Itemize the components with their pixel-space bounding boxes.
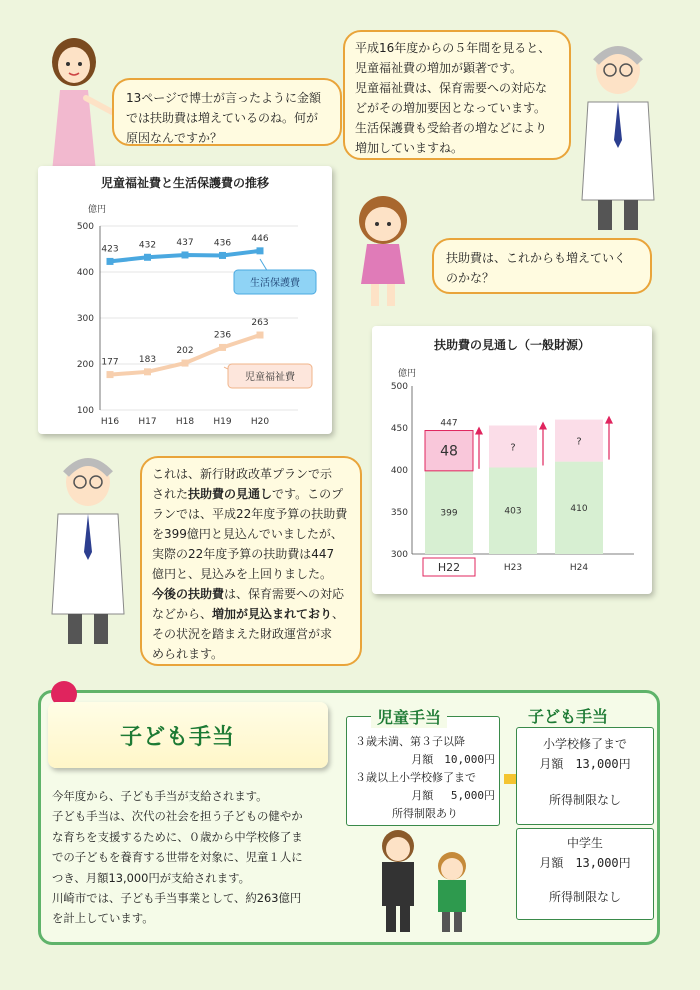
y-tick-label: 500 bbox=[390, 382, 408, 392]
data-point bbox=[257, 332, 264, 339]
detail-line: ３歳以上小学校修了まで bbox=[355, 771, 476, 784]
chart-title: 扶助費の見通し（一般財源） bbox=[433, 338, 590, 352]
base-value-label: 410 bbox=[570, 503, 588, 514]
y-tick-label: 400 bbox=[390, 466, 408, 476]
data-label: 263 bbox=[251, 318, 269, 329]
data-point bbox=[219, 252, 226, 259]
jido-teate-box bbox=[346, 708, 500, 826]
y-tick-label: 300 bbox=[76, 314, 94, 324]
amount-label: 月額 13,000円 bbox=[539, 856, 631, 870]
text-line bbox=[152, 604, 350, 624]
doctor-character-illustration-2 bbox=[40, 450, 140, 650]
base-value-label: 403 bbox=[504, 506, 522, 517]
y-tick-label: 200 bbox=[76, 360, 94, 370]
text-line: 億円と、見込みを上回りました。 bbox=[152, 567, 333, 581]
bold-text: 扶助費の見通し bbox=[188, 487, 273, 501]
data-label: 177 bbox=[101, 357, 119, 368]
x-tick-label: H24 bbox=[569, 563, 589, 573]
data-label: 436 bbox=[213, 238, 232, 249]
data-point bbox=[107, 371, 114, 378]
welfare-chart-panel bbox=[38, 166, 332, 434]
increase-label: ? bbox=[510, 442, 516, 454]
text-span: された bbox=[152, 487, 189, 501]
increase-arrow-head bbox=[605, 416, 613, 424]
bold-text: 今後の扶助費 bbox=[152, 587, 225, 601]
y-tick-label: 450 bbox=[390, 424, 408, 434]
outlook-chart-panel bbox=[372, 326, 652, 594]
legend-label: 児童福祉費 bbox=[245, 372, 295, 383]
increase-label: ? bbox=[576, 436, 582, 448]
increase-arrow-head bbox=[539, 421, 547, 429]
kodomo-teate-box-elementary bbox=[516, 727, 654, 825]
x-tick-label: H22 bbox=[437, 561, 461, 574]
section-title: 子ども手当 bbox=[120, 725, 236, 750]
increase-label: 48 bbox=[440, 443, 458, 460]
text-span: は、保育需要への対応 bbox=[224, 587, 345, 601]
chart-title: 児童福祉費と生活保護費の推移 bbox=[100, 176, 269, 190]
kodomo-teate-box-junior-high bbox=[516, 828, 654, 920]
legend-label: 生活保護費 bbox=[250, 278, 300, 289]
woman-character-illustration bbox=[38, 32, 118, 182]
data-point bbox=[219, 344, 226, 351]
detail-line: 所得制限あり bbox=[392, 807, 458, 820]
x-tick-label: H23 bbox=[503, 563, 523, 573]
child-character-illustration bbox=[345, 192, 425, 312]
text-span: などから、 bbox=[152, 607, 213, 621]
speech-bubble-child bbox=[432, 238, 652, 294]
data-point bbox=[107, 258, 114, 265]
text-line bbox=[152, 584, 350, 604]
data-point bbox=[182, 360, 189, 367]
y-axis-unit: 億円 bbox=[88, 205, 107, 215]
data-point bbox=[182, 251, 189, 258]
speech-bubble-doctor-mid bbox=[140, 456, 362, 666]
text-line: ランでは、平成22年度予算の扶助費 bbox=[152, 507, 348, 521]
detail-line: ３歳未満、第３子以降 bbox=[355, 735, 465, 748]
y-tick-label: 500 bbox=[76, 222, 94, 232]
doctor-character-illustration bbox=[570, 40, 670, 235]
text-span: 、 bbox=[332, 607, 345, 621]
income-limit-label: 所得制限なし bbox=[548, 793, 621, 807]
bar-chart bbox=[372, 326, 652, 594]
bubble-text: 平成16年度からの５年間を見ると、 児童福祉費の増加が顕著です。 児童福祉費は、保育需要への対応な どがその増加要因となっています。 生活保護費も受給者の増などにより 増加していますね。 bbox=[355, 41, 551, 155]
speech-bubble-doctor-top bbox=[343, 30, 571, 160]
detail-line: 月額 5,000円 bbox=[411, 789, 495, 802]
x-tick-label: H17 bbox=[138, 417, 157, 427]
text-line: その状況を踏まえた財政運営が求 bbox=[152, 627, 333, 641]
total-label: 447 bbox=[440, 418, 458, 429]
income-limit-label: 所得制限なし bbox=[548, 890, 621, 904]
text-line: められます。 bbox=[152, 647, 224, 661]
kodomo-teate-heading: 子ども手当 bbox=[524, 704, 612, 727]
jido-teate-heading: 児童手当 bbox=[371, 705, 447, 728]
section-body-text: 今年度から、子ども手当が支給されます。 子ども手当は、次代の社会を担う子どもの健やか な育ちを支援するために、０歳から中学校修了ま での子どもを養育する世帯を対象に、児童１人に つき、月額13,000円が支給されます。 川崎市では、子ども手当事業として、約263億円 を計上しています。 bbox=[52, 789, 303, 926]
text-span: です。このプ bbox=[272, 487, 344, 501]
jido-teate-details bbox=[355, 733, 495, 823]
bubble-text: 13ページで博士が言ったように金額 では扶助費は増えているのね。何が 原因なんですか？ bbox=[126, 91, 322, 145]
line-chart bbox=[38, 166, 332, 434]
text-line: 実際の22年度予算の扶助費は447 bbox=[152, 547, 335, 561]
target-label: 小学校修了まで bbox=[542, 737, 627, 751]
data-label: 423 bbox=[101, 244, 119, 255]
data-label: 437 bbox=[176, 237, 194, 248]
y-tick-label: 400 bbox=[76, 268, 94, 278]
bubble-text bbox=[152, 464, 350, 664]
section-title-card bbox=[48, 702, 328, 768]
bold-text: 増加が見込まれており bbox=[212, 607, 333, 621]
x-tick-label: H16 bbox=[100, 417, 120, 427]
base-value-label: 399 bbox=[440, 508, 458, 519]
data-label: 183 bbox=[138, 354, 157, 365]
text-line bbox=[152, 484, 350, 504]
speech-bubble-woman bbox=[112, 78, 342, 146]
y-tick-label: 300 bbox=[390, 550, 408, 560]
y-tick-label: 100 bbox=[76, 406, 94, 416]
data-label: 236 bbox=[213, 330, 232, 341]
data-point bbox=[257, 247, 264, 254]
bubble-text: 扶助費は、これからも増えていく のかな？ bbox=[446, 251, 627, 285]
data-label: 202 bbox=[176, 346, 194, 357]
data-point bbox=[144, 254, 151, 261]
y-tick-label: 350 bbox=[390, 508, 408, 518]
text-line: を399億円と見込んでいましたが、 bbox=[152, 527, 343, 541]
data-label: 432 bbox=[138, 240, 157, 251]
x-tick-label: H20 bbox=[250, 417, 270, 427]
x-tick-label: H19 bbox=[213, 417, 232, 427]
amount-label: 月額 13,000円 bbox=[539, 757, 631, 771]
x-tick-label: H18 bbox=[175, 417, 195, 427]
increase-arrow-head bbox=[475, 427, 483, 435]
data-label: 446 bbox=[251, 233, 269, 244]
target-label: 中学生 bbox=[566, 836, 603, 850]
y-axis-unit: 億円 bbox=[398, 369, 417, 379]
text-line: これは、新行財政改革プランで示 bbox=[152, 467, 333, 481]
detail-line: 月額 10,000円 bbox=[411, 753, 495, 766]
children-illustration bbox=[360, 826, 490, 938]
data-point bbox=[144, 368, 151, 375]
